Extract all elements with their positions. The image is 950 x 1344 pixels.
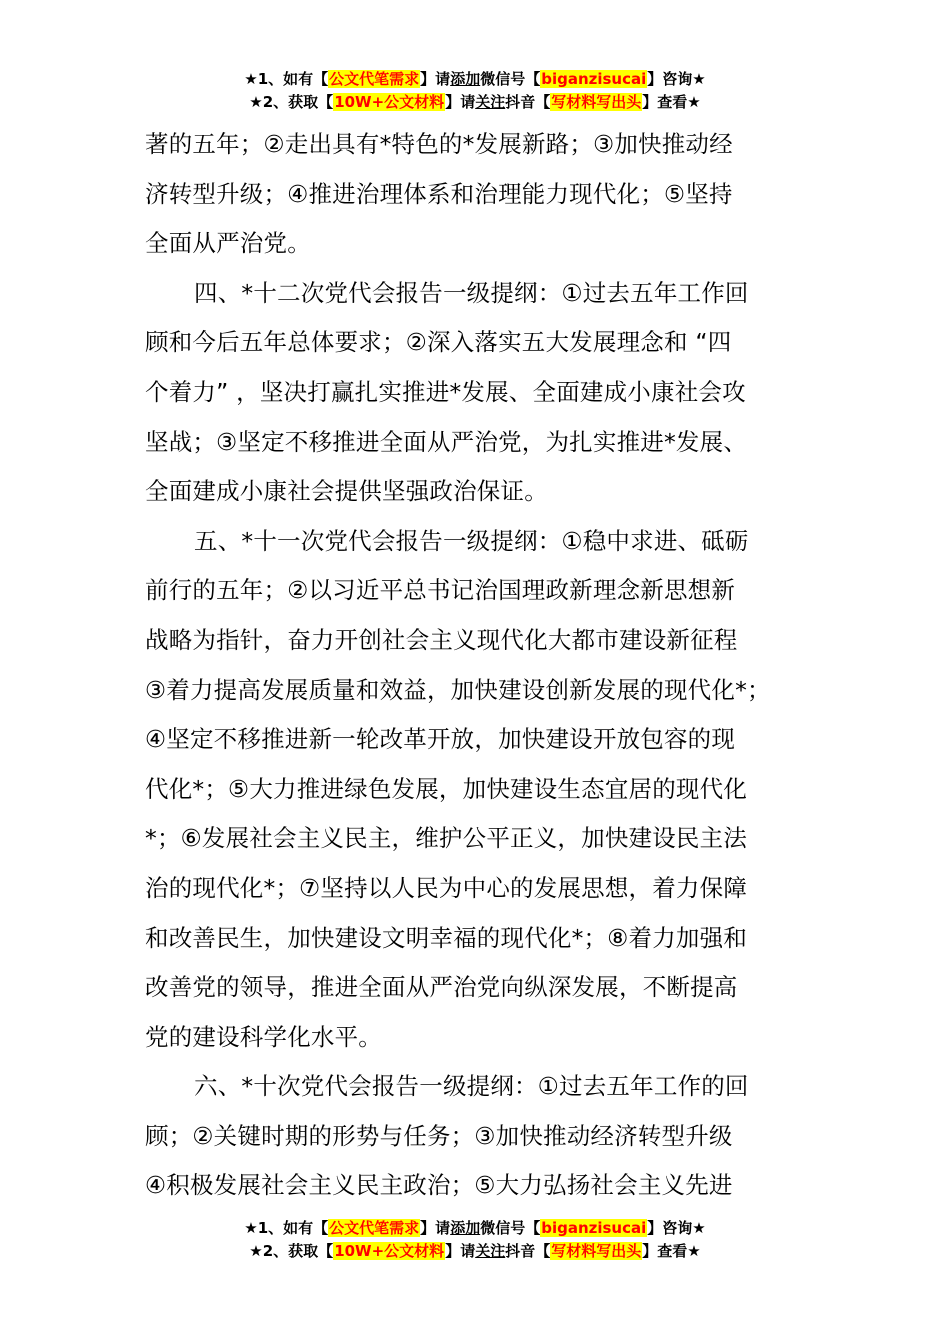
- text-line: 顾；②关键时期的形势与任务；③加快推动经济转型升级: [145, 1121, 733, 1150]
- text-line: 济转型升级；④推进治理体系和治理能力现代化；⑤坚持: [145, 179, 733, 208]
- text-line: 战略为指针，奋力开创社会主义现代化大都市建设新征程: [145, 625, 738, 654]
- text-line: ③着力提高发展质量和效益，加快建设创新发展的现代化*；: [145, 675, 771, 704]
- text-line: 党的建设科学化水平。: [145, 1022, 382, 1051]
- document-body: [145, 120, 810, 1211]
- text-line: 全面建成小康社会提供坚强政治保证。: [145, 477, 548, 506]
- wechat-id: biganzisucai: [541, 1219, 647, 1237]
- douyin-account: 写材料写出头: [551, 93, 642, 111]
- text-line: 治的现代化*；⑦坚持以人民为中心的发展思想，着力保障: [145, 873, 748, 902]
- text-line: 前行的五年；②以习近平总书记治国理政新理念新思想新: [145, 576, 736, 605]
- text-line: *；⑥发展社会主义民主，维护公平正义，加快建设民主法: [145, 824, 748, 853]
- highlight-text: 10W+公文材料: [334, 1242, 445, 1260]
- banner-line-1: ★1、如有【公文代笔需求】请添加微信号【biganzisucai】咨询★: [244, 1219, 706, 1237]
- banner-line-2: ★2、获取【10W+公文材料】请关注抖音【写材料写出头】查看★: [249, 93, 701, 111]
- highlight-text: 10W+公文材料: [334, 93, 445, 111]
- text-line: 和改善民生，加快建设文明幸福的现代化*；⑧着力加强和: [145, 923, 748, 952]
- banner-line-1: ★1、如有【公文代笔需求】请添加微信号【biganzisucai】咨询★: [244, 70, 706, 88]
- text-line: ④坚定不移推进新一轮改革开放，加快建设开放包容的现: [145, 725, 736, 754]
- footer-banner: [0, 1217, 950, 1263]
- underlined-text: 添加: [450, 70, 481, 88]
- text-line: 个着力” ，坚决打赢扎实推进*发展、全面建成小康社会攻: [145, 377, 746, 406]
- section-four-heading: 四、*十二次党代会报告一级提纲：①过去五年工作回: [194, 278, 749, 307]
- text-line: 代化*；⑤大力推进绿色发展，加快建设生态宜居的现代化: [145, 774, 748, 803]
- underlined-text: 关注: [475, 93, 506, 111]
- banner-line-2: ★2、获取【10W+公文材料】请关注抖音【写材料写出头】查看★: [249, 1242, 701, 1260]
- text-line: 顾和今后五年总体要求；②深入落实五大发展理念和 “四: [145, 328, 732, 357]
- douyin-account: 写材料写出头: [551, 1242, 642, 1260]
- wechat-id: biganzisucai: [541, 70, 647, 88]
- header-banner: [0, 68, 950, 114]
- text-line: ④积极发展社会主义民主政治；⑤大力弘扬社会主义先进: [145, 1171, 733, 1200]
- text-line: 坚战；③坚定不移推进全面从严治党，为扎实推进*发展、: [145, 427, 748, 456]
- text-line: 著的五年；②走出具有*特色的*发展新路；③加快推动经: [145, 130, 733, 158]
- text-line: 改善党的领导，推进全面从严治党向纵深发展，不断提高: [145, 973, 738, 1002]
- underlined-text: 添加: [450, 1219, 481, 1237]
- underlined-text: 关注: [475, 1242, 506, 1260]
- highlight-text: 公文代笔需求: [329, 70, 420, 88]
- highlight-text: 公文代笔需求: [329, 1219, 420, 1237]
- section-five-heading: 五、*十一次党代会报告一级提纲：①稳中求进、砥砺: [194, 526, 749, 555]
- section-six-heading: 六、*十次党代会报告一级提纲：①过去五年工作的回: [194, 1072, 749, 1101]
- text-line: 全面从严治党。: [145, 229, 311, 258]
